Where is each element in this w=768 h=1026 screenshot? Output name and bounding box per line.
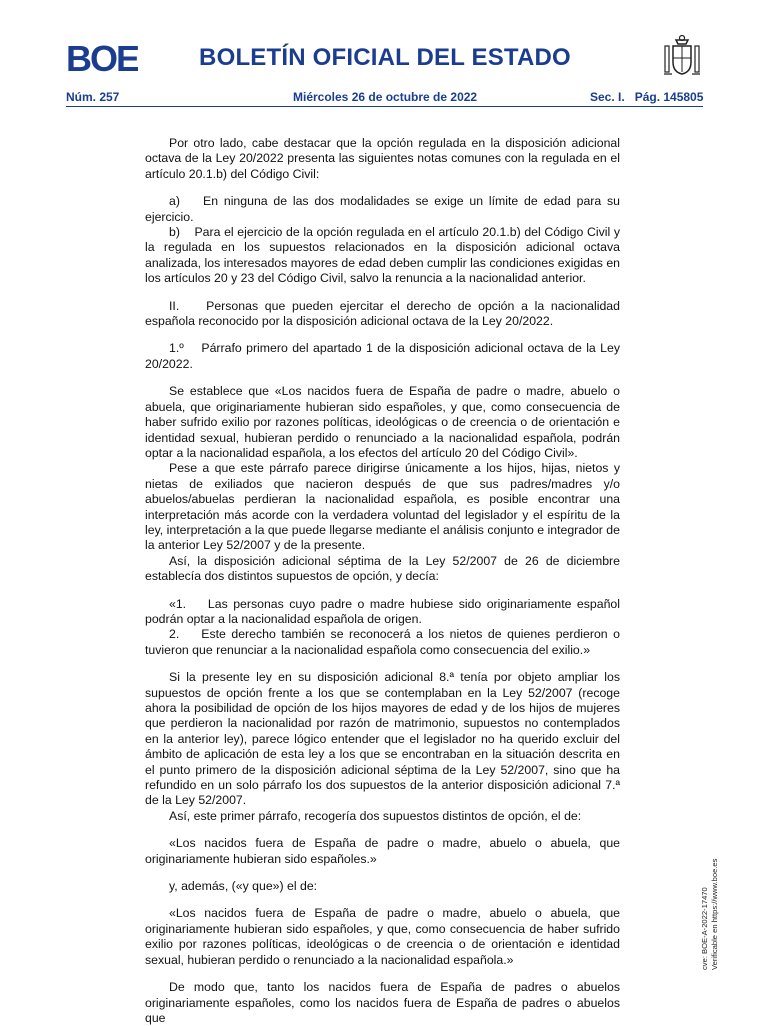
section-heading: II. Personas que pueden ejercitar el derecho de opción a la nacionalidad española reconocido por la disposición adicional octava de la Ley 20/2022. <box>145 298 624 329</box>
issue-number: Núm. 257 <box>66 90 120 104</box>
list-item: b) Para el ejercicio de la opción regulada en el artículo 20.1.b) del Código Civil y la regulada en los supuestos relacionados en la disposición adicional octava analizada, los interesados mayores de edad deben cumplir las condiciones exigidas en los artículos 20 y 23 del Código Civil, salvo la renuncia a la nacionalidad anterior. <box>145 225 624 286</box>
document-header <box>0 0 768 120</box>
document-body <box>145 136 624 1026</box>
gazette-title: BOLETÍN OFICIAL DEL ESTADO <box>199 44 571 71</box>
subsection-heading: 1.º Párrafo primero del apartado 1 de la disposición adicional octava de la Ley 20/2022. <box>145 341 624 371</box>
header-divider <box>66 106 703 107</box>
paragraph: De modo que, tanto los nacidos fuera de España de padres o abuelos originariamente españoles, como los nacidos fuera de España de padres o abuelos que <box>145 980 620 1025</box>
paragraph: Pese a que este párrafo parece dirigirse únicamente a los hijos, hijas, nietos y nietas de exiliados que nacieron después de que sus padres/madres y/o abuelos/abuelas perdieran la nacionalidad española, es posible encontrar una interpretación más acorde con la verdadera voluntad del legislador y el espíritu de la ley, interpretación a la que puede llegarse mediante el análisis conjunto e integrador de la anterior Ley 52/2007 y de la presente. <box>145 461 620 553</box>
quote: «Los nacidos fuera de España de padre o madre, abuelo o abuela, que originariamente hubieran sido españoles.» <box>145 836 620 866</box>
list-item: a) En ninguna de las dos modalidades se exige un límite de edad para su ejercicio. <box>145 194 624 224</box>
paragraph: Si la presente ley en su disposición adicional 8.ª tenía por objeto ampliar los supuestos de opción frente a los que se contemplaban en la Ley 52/2007 (recoge ahora la posibilidad de opción de los hijos mayores de edad y de los hijos de mujeres que perdieron la nacionalidad por razón de matrimonio, supuestos no contemplados en la anterior ley), parece lógico entender que el legislador no ha querido excluir del ámbito de aplicación de esta ley a los que se encontraban en la situación descrita en el punto primero de la disposición adicional séptima de la Ley 52/2007, sino que ha refundido en un solo párrafo los dos supuestos de la anterior disposición adicional 7.ª de la Ley 52/2007. <box>145 670 620 808</box>
cve-code: cve: BOE-A-2022-17470 <box>700 887 709 970</box>
paragraph: Por otro lado, cabe destacar que la opción regulada en la disposición adicional octava de la Ley 20/2022 presenta las siguientes notas comunes con la regulada en el artículo 20.1.b) del Código Civil: <box>145 136 620 181</box>
paragraph: Así, la disposición adicional séptima de la Ley 52/2007 de 26 de diciembre establecía dos distintos supuestos de opción, y decía: <box>145 553 620 584</box>
quote-item: «1. Las personas cuyo padre o madre hubiese sido originariamente español podrán optar a la nacionalidad española de origen. <box>145 596 624 626</box>
verification-url: Verificable en https://www.boe.es <box>710 858 719 970</box>
boe-logo-icon <box>66 40 138 76</box>
section-page: Sec. I. Pág. 145805 <box>590 90 704 104</box>
coat-of-arms-icon <box>662 34 702 82</box>
paragraph: Así, este primer párrafo, recogería dos supuestos distintos de opción, el de: <box>169 808 582 823</box>
quote-item: 2. Este derecho también se reconocerá a los nietos de quienes perdieron o tuvieron que renunciar a la nacionalidad española como consecuencia del exilio.» <box>145 627 624 657</box>
paragraph: Se establece que «Los nacidos fuera de España de padre o madre, abuelo o abuela, que originariamente hubieran sido españoles, y que, como consecuencia de haber sufrido exilio por razones políticas, ideológicas o de creencia o de orientación e identidad sexual, hubieran perdido o renunciado a la nacionalidad española, podrán optar a la nacionalidad española, a los efectos del artículo 20 del Código Civil». <box>145 384 620 460</box>
quote: «Los nacidos fuera de España de padre o madre, abuelo o abuela, que originariamente hubieran sido españoles, y que, como consecuencia de haber sufrido exilio por razones políticas, ideológicas o de creencia o de orientación e identidad sexual, hubieran perdido o renunciado a la nacionalidad española.» <box>145 906 620 967</box>
svg-text:BOE: BOE <box>66 40 138 76</box>
issue-date: Miércoles 26 de octubre de 2022 <box>293 90 478 104</box>
verification-margin <box>700 859 720 970</box>
paragraph: y, además, («y que») el de: <box>169 879 318 894</box>
